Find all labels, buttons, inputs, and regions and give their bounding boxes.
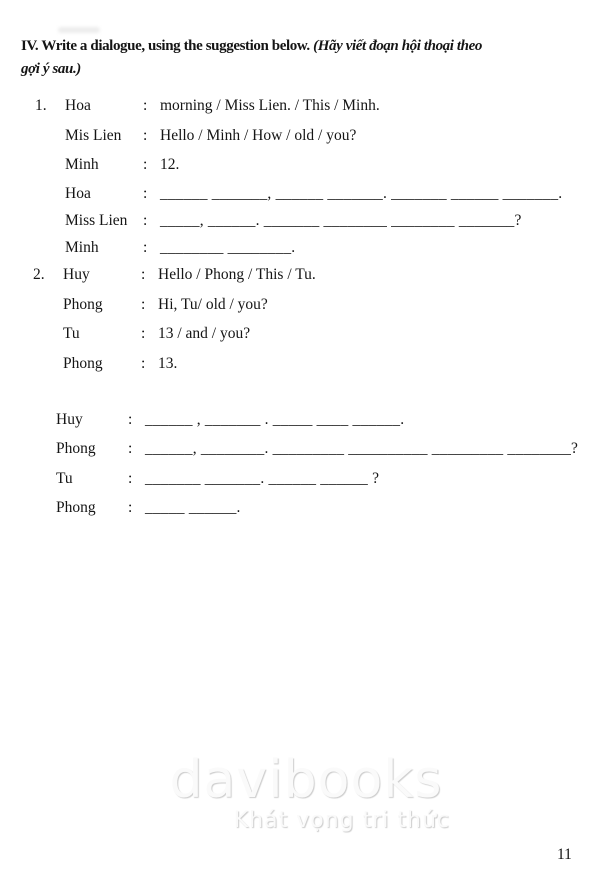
watermark-tagline: Khát vọng tri thức: [233, 808, 450, 833]
speaker-name: Huy: [56, 411, 83, 428]
answer-blank-line: _____, ______. _______ ________ ________ _______?: [160, 212, 522, 229]
speaker-name: Phong: [63, 354, 103, 372]
dialogue-line: [35, 184, 562, 211]
colon-separator: :: [141, 295, 146, 313]
colon-separator: :: [141, 354, 146, 372]
answer-blank-line: ________ ________.: [160, 239, 296, 256]
speaker-name: Minh: [65, 156, 99, 174]
dialogue-line: [35, 211, 562, 238]
dialogue2-suggestions: [33, 265, 316, 383]
speaker-name: Miss Lien: [65, 212, 128, 229]
colon-separator: :: [143, 97, 148, 114]
page-number: 11: [557, 846, 572, 863]
answer-blank-line: ______, ________. _________ __________ _________ ________?: [145, 440, 579, 458]
colon-separator: :: [128, 411, 133, 428]
scan-artifact: [58, 27, 100, 33]
speaker-name: Minh: [65, 239, 99, 256]
dialogue-line: [33, 295, 316, 325]
dialogue-line: [33, 265, 316, 295]
speaker-name: Mis Lien: [65, 126, 122, 144]
dialogue-line: [33, 498, 578, 527]
colon-separator: :: [143, 185, 148, 202]
speaker-name: Huy: [63, 266, 90, 283]
colon-separator: :: [143, 126, 148, 144]
colon-separator: :: [141, 266, 146, 283]
dialogue-line: [35, 238, 562, 265]
dialogue-line: [33, 469, 578, 498]
dialogue-line: [33, 410, 578, 439]
watermark: [150, 752, 462, 834]
colon-separator: :: [141, 325, 146, 343]
dialogue-line: [33, 324, 316, 354]
exercise-title-vietnamese-part1: (Hãy viết đoạn hội thoại theo: [313, 38, 482, 54]
speaker-name: Tu: [56, 469, 73, 487]
colon-separator: :: [128, 469, 133, 487]
suggestion-text: 13.: [158, 354, 178, 372]
answer-blank-line: _____ ______.: [145, 499, 241, 517]
answer-blank-line: ______ _______, ______ _______. _______ ______ _______.: [160, 185, 563, 202]
exercise-title-vietnamese-part2: gợi ý sau.): [21, 61, 81, 77]
suggestion-text: 13 / and / you?: [158, 325, 251, 343]
dialogue-line: [35, 126, 380, 156]
suggestion-text: Hello / Minh / How / old / you?: [160, 126, 357, 144]
dialogue2-answer-blanks: [33, 410, 578, 528]
suggestion-text: morning / Miss Lien. / This / Minh.: [160, 97, 380, 114]
speaker-name: Hoa: [65, 97, 91, 114]
speaker-name: Hoa: [65, 185, 91, 202]
item-number: 1.: [35, 97, 47, 114]
item-number: 2.: [33, 266, 45, 283]
speaker-name: Phong: [56, 440, 96, 458]
speaker-name: Phong: [63, 295, 103, 313]
exercise-title: [21, 35, 586, 81]
dialogue-line: [33, 354, 316, 384]
suggestion-text: Hello / Phong / This / Tu.: [158, 266, 316, 283]
dialogue1-suggestions: [35, 96, 380, 185]
answer-blank-line: _______ _______. ______ ______ ?: [145, 469, 380, 487]
suggestion-text: 12.: [160, 156, 180, 174]
colon-separator: :: [143, 239, 148, 256]
speaker-name: Phong: [56, 499, 96, 517]
colon-separator: :: [128, 499, 133, 517]
colon-separator: :: [143, 156, 148, 174]
colon-separator: :: [143, 212, 148, 229]
watermark-brand: davibooks: [169, 750, 443, 810]
dialogue-line: [35, 155, 380, 185]
dialogue-line: [35, 96, 380, 126]
dialogue-line: [33, 439, 578, 468]
dialogue1-answer-blanks: [35, 184, 562, 265]
exercise-title-english: IV. Write a dialogue, using the suggestion below.: [21, 38, 314, 54]
answer-blank-line: ______ , _______ . _____ ____ ______.: [145, 411, 405, 428]
suggestion-text: Hi, Tu/ old / you?: [158, 295, 268, 313]
colon-separator: :: [128, 440, 133, 458]
speaker-name: Tu: [63, 325, 80, 343]
